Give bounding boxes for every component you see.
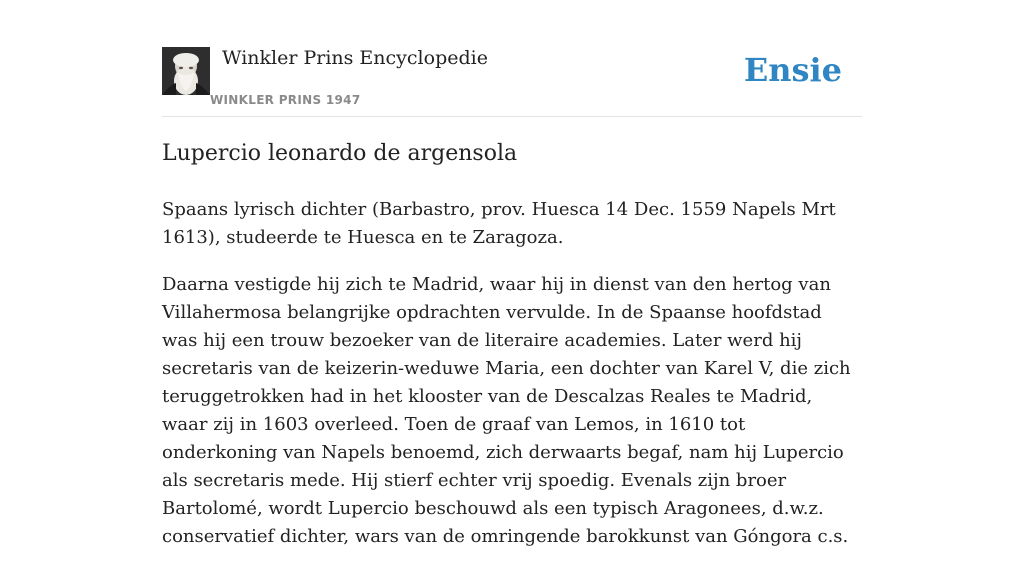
article-title: Lupercio leonardo de argensola [162,141,518,166]
source-header [162,46,862,117]
portrait-icon [162,47,210,95]
article-paragraph: Daarna vestigde hij zich te Madrid, waar hij in dienst van den hertog van Villahermosa belangrijke opdrachten vervulde. In de Spaanse hoofdstad was hij een trouw bezoeker van de literaire academies. Later werd hij secretaris van de keizerin-weduwe Maria, een dochter van Karel V, die zich teruggetrokken had in het klooster van de Descalzas Reales te Madrid, waar zij in 1603 overleed. Toen de graaf van Lemos, in 1610 tot onderkoning van Napels benoemd, zich derwaarts begaf, nam hij Lupercio als secretaris mede. Hij stierf echter vrij spoedig. Evenals zijn broer Bartolomé, wordt Lupercio beschouwd als een typisch Aragonees, d.w.z. conservatief dichter, wars van de omringende barokkunst van Góngora c.s. [162,274,851,547]
article-paragraph: Spaans lyrisch dichter (Barbastro, prov. Huesca 14 Dec. 1559 Napels Mrt 1613), studeerde te Huesca en te Zaragoza. [162,199,836,248]
source-title[interactable]: Winkler Prins Encyclopedie [222,47,488,69]
portrait-avatar[interactable] [162,47,210,95]
ensie-logo-link[interactable]: Ensie [743,51,842,89]
article [162,138,862,570]
source-subtitle: WINKLER PRINS 1947 [210,93,361,107]
